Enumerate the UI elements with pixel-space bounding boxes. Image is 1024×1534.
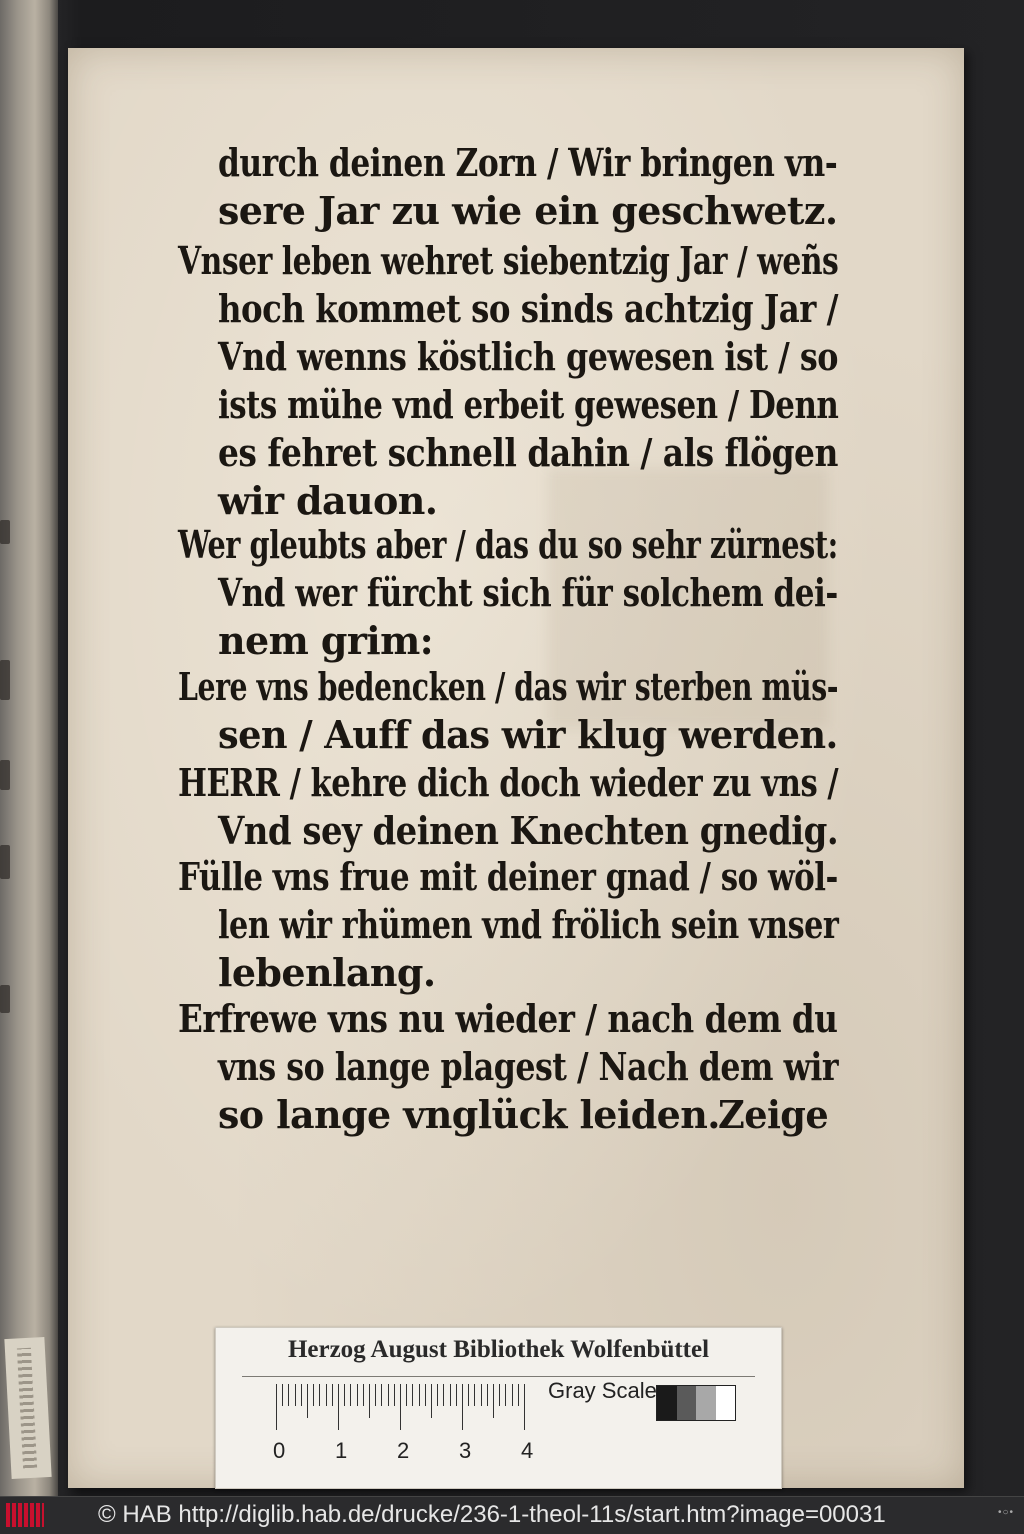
ruler-label: 2 [397, 1438, 410, 1463]
catchword: Zeige [718, 1092, 829, 1137]
text-line: nem grim: [218, 618, 434, 663]
text-line: Vnd wenns köstlich gewesen ist / so [218, 334, 838, 379]
text-line: hoch kommet so sinds achtzig Jar / [218, 286, 838, 331]
ruler-tick [419, 1384, 420, 1406]
ruler-label: 4 [521, 1438, 534, 1463]
book-page [68, 48, 964, 1488]
library-name: Herzog August Bibliothek Wolfenbüttel [287, 1336, 710, 1363]
page-edge-mark [0, 520, 10, 544]
gray-swatch [657, 1386, 677, 1420]
gray-scale-swatches [656, 1385, 736, 1421]
gray-swatch [716, 1386, 736, 1420]
ruler-label: 3 [459, 1438, 472, 1463]
ruler-tick [288, 1384, 289, 1406]
ruler-tick [400, 1384, 401, 1430]
ruler-tick [512, 1384, 513, 1406]
page-edge-mark [0, 760, 10, 790]
ruler-label: 1 [335, 1438, 348, 1463]
text-line: Vnser leben wehret siebentzig Jar / weñs [178, 238, 839, 283]
ruler-tick [437, 1384, 438, 1406]
ruler-tick [462, 1384, 463, 1430]
text-line: HERR / kehre dich doch wieder zu vns / [178, 760, 839, 805]
ruler-tick [443, 1384, 444, 1406]
ruler-tick [326, 1384, 327, 1406]
text-line: sen / Auff das wir klug werden. [218, 712, 838, 757]
text-line: Lere vns bedencken / das wir sterben müs- [178, 664, 839, 709]
footer-dots: •○• [997, 1507, 1014, 1518]
ruler-tick [493, 1384, 494, 1418]
credit-bar [0, 1496, 1024, 1534]
ruler-tick [481, 1384, 482, 1406]
ruler-tick [388, 1384, 389, 1406]
ruler-tick [468, 1384, 469, 1406]
ruler-tick [319, 1384, 320, 1406]
text-line: Wer gleubts aber / das du so sehr zürnest: [178, 522, 838, 567]
credit-link[interactable]: © HAB http://diglib.hab.de/drucke/236-1-theol-11s/start.htm?image=00031 [98, 1501, 886, 1528]
ruler-tick [425, 1384, 426, 1406]
card-divider [242, 1376, 755, 1377]
ruler-tick [412, 1384, 413, 1406]
ruler-tick [344, 1384, 345, 1406]
ruler-tick [307, 1384, 308, 1418]
text-line: len wir rhümen vnd frölich sein vnser [218, 902, 839, 947]
ruler-tick [406, 1384, 407, 1406]
hab-logo-icon [6, 1503, 44, 1527]
ruler-tick [295, 1384, 296, 1406]
text-line: vns so lange plagest / Nach dem wir [218, 1044, 839, 1089]
text-line: sere Jar zu wie ein geschwetz. [218, 188, 838, 233]
ruler-tick [474, 1384, 475, 1406]
ruler-tick [450, 1384, 451, 1406]
text-line: ists mühe vnd erbeit gewesen / Denn [218, 382, 839, 427]
ruler-tick [456, 1384, 457, 1406]
gray-swatch [677, 1386, 697, 1420]
ruler-tick [332, 1384, 333, 1406]
text-line: lebenlang. [218, 950, 436, 995]
ruler-tick [369, 1384, 370, 1418]
ruler-tick [431, 1384, 432, 1418]
text-line: so lange vnglück leiden. [218, 1092, 720, 1137]
text-line: Fülle vns frue mit deiner gnad / so wöl- [178, 854, 838, 899]
ruler-tick [524, 1384, 525, 1430]
measurement-ruler [276, 1384, 536, 1432]
text-line: Erfrewe vns nu wieder / nach dem du [178, 996, 838, 1041]
page-edge-mark [0, 660, 10, 700]
catalog-slip [4, 1337, 51, 1479]
ruler-tick [301, 1384, 302, 1406]
ruler-tick [313, 1384, 314, 1406]
ruler-tick [338, 1384, 339, 1430]
ruler-tick [381, 1384, 382, 1406]
ruler-tick [375, 1384, 376, 1406]
text-line: es fehret schnell dahin / als flögen [218, 430, 838, 475]
text-line: durch deinen Zorn / Wir bringen vn- [218, 140, 838, 185]
text-line: wir dauon. [218, 478, 438, 523]
ruler-tick [518, 1384, 519, 1406]
gray-swatch [696, 1386, 716, 1420]
ruler-tick [350, 1384, 351, 1406]
page-edge-mark [0, 985, 10, 1013]
library-color-card [215, 1327, 782, 1489]
ruler-tick [499, 1384, 500, 1406]
ruler-tick [487, 1384, 488, 1406]
adjacent-page-edge [0, 0, 58, 1496]
gray-scale-label: Gray Scale [548, 1378, 657, 1403]
page-edge-mark [0, 845, 10, 879]
ruler-tick [363, 1384, 364, 1406]
ruler-tick [357, 1384, 358, 1406]
ruler-tick [276, 1384, 277, 1430]
ruler-tick [394, 1384, 395, 1406]
text-line: Vnd sey deinen Knechten gnedig. [218, 808, 839, 853]
text-line: Vnd wer fürcht sich für solchem dei- [218, 570, 838, 615]
ruler-tick [282, 1384, 283, 1406]
ruler-label: 0 [273, 1438, 286, 1463]
ruler-tick [505, 1384, 506, 1406]
